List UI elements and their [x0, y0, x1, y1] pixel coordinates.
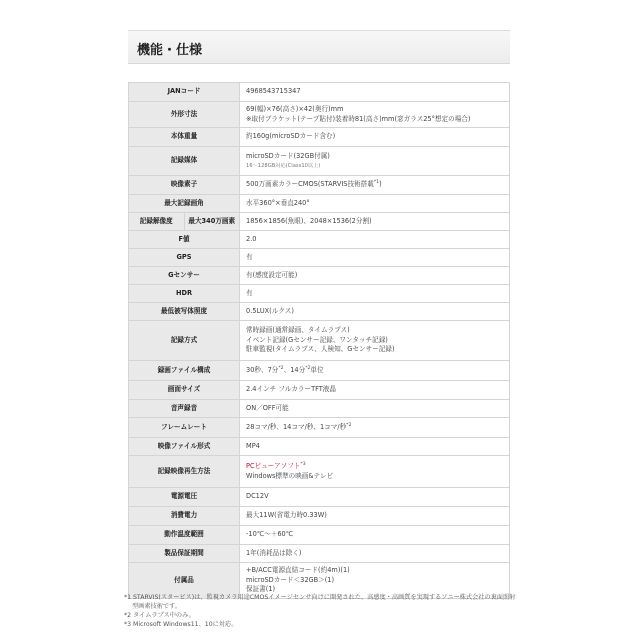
value-line: Windows標準の映画&テレビ: [246, 471, 334, 480]
spec-table: [128, 82, 510, 599]
spec-row: [129, 438, 510, 456]
spec-row: [129, 231, 510, 249]
spec-value: [240, 507, 510, 526]
value-line: 28コマ/秒、14コマ/秒、1コマ/秒: [246, 422, 347, 431]
spec-value: [240, 438, 510, 456]
spec-label: 最大記録画角: [129, 195, 240, 213]
value-line: MP4: [246, 441, 260, 450]
spec-row: [129, 381, 510, 400]
footnote-3: *3 Microsoft Windows11、10に対応。: [124, 621, 238, 628]
spec-row: [129, 545, 510, 563]
value-line: 有(感度設定可能): [246, 270, 298, 279]
spec-label: 本体重量: [129, 128, 240, 147]
spec-value: [240, 147, 510, 176]
footnote-ref: *1: [373, 180, 380, 186]
value-line: 69(幅)×76(高さ)×42(奥行)mm: [246, 105, 344, 113]
spec-label: 製品保証期間: [129, 545, 240, 563]
spec-row: [129, 147, 510, 176]
spec-row: [129, 488, 510, 507]
section-header: [128, 31, 510, 64]
spec-label: F値: [129, 231, 240, 249]
spec-value: [240, 128, 510, 147]
value-line: 2.4インチ フルカラーTFT液晶: [246, 385, 336, 394]
spec-value: [240, 361, 510, 381]
footnote-2: *2 タイムラプス中のみ。: [124, 612, 195, 619]
footnote-1: *1 STARVIS(スタービス)は、監視カメラ用途CMOSイメージセンサ向けに開発された、高感度・高画質を実現するソニー株式会社の裏面照射: [124, 594, 516, 601]
spec-row: [129, 249, 510, 267]
spec-row: [129, 526, 510, 545]
spec-value: [240, 83, 510, 102]
spec-value: [240, 418, 510, 438]
spec-value: [240, 102, 510, 128]
value-tail: ): [379, 180, 382, 189]
spec-label: 記録媒体: [129, 147, 240, 176]
value-line: イベント記録(Gセンサー記録、ワンタッチ記録): [246, 335, 388, 344]
value-line: 約160g(microSDカード含む): [246, 132, 336, 141]
spec-label: JANコード: [129, 83, 240, 102]
value-line: DC12V: [246, 492, 269, 501]
viewer-software-link: PCビューアソフト: [246, 462, 301, 470]
value-line: 1年(消耗品は除く): [246, 548, 302, 557]
spec-label: 音声録音: [129, 400, 240, 418]
spec-label: 画面サイズ: [129, 381, 240, 400]
value-line: 4968543715347: [246, 87, 301, 96]
spec-label: 最低被写体照度: [129, 303, 240, 321]
value-line: 1856×1856(魚眼)、2048×1536(2分割): [246, 216, 372, 225]
spec-row: [129, 418, 510, 438]
spec-value: [240, 400, 510, 418]
spec-value: [240, 545, 510, 563]
value-line: 水平360°×垂直240°: [246, 198, 310, 207]
spec-row: [129, 128, 510, 147]
footnote-ref: *3: [300, 461, 306, 467]
value-line: -10℃〜＋60℃: [246, 530, 294, 539]
spec-row: [129, 195, 510, 213]
value-line: 2.0: [246, 234, 257, 243]
spec-row: [129, 213, 510, 231]
spec-value: [240, 231, 510, 249]
footnote-ref: *2: [305, 365, 311, 371]
spec-value: [240, 526, 510, 545]
spec-row: [129, 176, 510, 195]
value-text: 、14分: [283, 365, 306, 374]
spec-label: 外形寸法: [129, 102, 240, 128]
value-line: 常時録画(通常録画、タイムラプス): [246, 326, 350, 335]
spec-value: [240, 488, 510, 507]
spec-value: [240, 303, 510, 321]
value-line: microSDカード(32GB付属): [246, 152, 330, 161]
value-line: microSDカード＜32GB＞(1): [246, 575, 335, 584]
footnotes: [124, 593, 524, 629]
footnote-ref: *2: [278, 365, 284, 371]
spec-row: [129, 456, 510, 488]
spec-value: [240, 456, 510, 488]
spec-label: 付属品: [129, 563, 240, 599]
value-line: 有: [246, 252, 253, 261]
spec-row: [129, 303, 510, 321]
spec-label: 記録解像度: [129, 213, 185, 231]
spec-value: [240, 285, 510, 303]
spec-sublabel: 最大340万画素: [184, 213, 240, 231]
value-line: +B/ACC電源直結コード(約4m)(1): [246, 566, 350, 575]
spec-row: [129, 321, 510, 361]
spec-row: [129, 400, 510, 418]
spec-label: 録画ファイル構成: [129, 361, 240, 381]
value-text: 30秒、7分: [246, 365, 279, 374]
spec-row: [129, 507, 510, 526]
spec-label: Gセンサー: [129, 267, 240, 285]
spec-label: HDR: [129, 285, 240, 303]
value-line: ON／OFF可能: [246, 403, 289, 412]
spec-value: [240, 176, 510, 195]
footnote-ref: *2: [346, 422, 352, 428]
spec-label: 映像素子: [129, 176, 240, 195]
value-line: 有: [246, 288, 253, 297]
spec-label: 動作温度範囲: [129, 526, 240, 545]
value-line: ※取付ブラケット(テープ貼付)装着時81(高さ)mm(窓ガラス25°想定の場合): [246, 114, 471, 123]
value-line: 500万画素カラーCMOS(STARVIS技術搭載: [246, 180, 374, 189]
section-title: 機能・仕様: [137, 43, 203, 58]
spec-label: 電源電圧: [129, 488, 240, 507]
spec-row: [129, 267, 510, 285]
value-line: 0.5LUX(ルクス): [246, 306, 294, 315]
spec-row: [129, 83, 510, 102]
spec-value: [240, 321, 510, 361]
value-line: 保証書(1): [246, 585, 276, 594]
spec-label: 消費電力: [129, 507, 240, 526]
spec-value: [240, 381, 510, 400]
spec-value: [240, 267, 510, 285]
spec-label: 映像ファイル形式: [129, 438, 240, 456]
spec-row: [129, 285, 510, 303]
footnote-1-cont: 型画素技術です。: [132, 603, 182, 610]
value-text: 単位: [310, 365, 324, 374]
spec-label: 記録方式: [129, 321, 240, 361]
spec-label: 記録映像再生方法: [129, 456, 240, 488]
spec-row: [129, 102, 510, 128]
spec-label: GPS: [129, 249, 240, 267]
spec-row: [129, 361, 510, 381]
spec-value: [240, 195, 510, 213]
value-line: 駐車監視(タイムラプス、人検知、Gセンサー記録): [246, 345, 395, 354]
value-subnote: 16〜128GB対応(Class10以上): [246, 162, 321, 169]
value-line: 最大11W(省電力時0.33W): [246, 511, 327, 520]
spec-value: [240, 249, 510, 267]
spec-value: [240, 213, 510, 231]
spec-label: フレームレート: [129, 418, 240, 438]
